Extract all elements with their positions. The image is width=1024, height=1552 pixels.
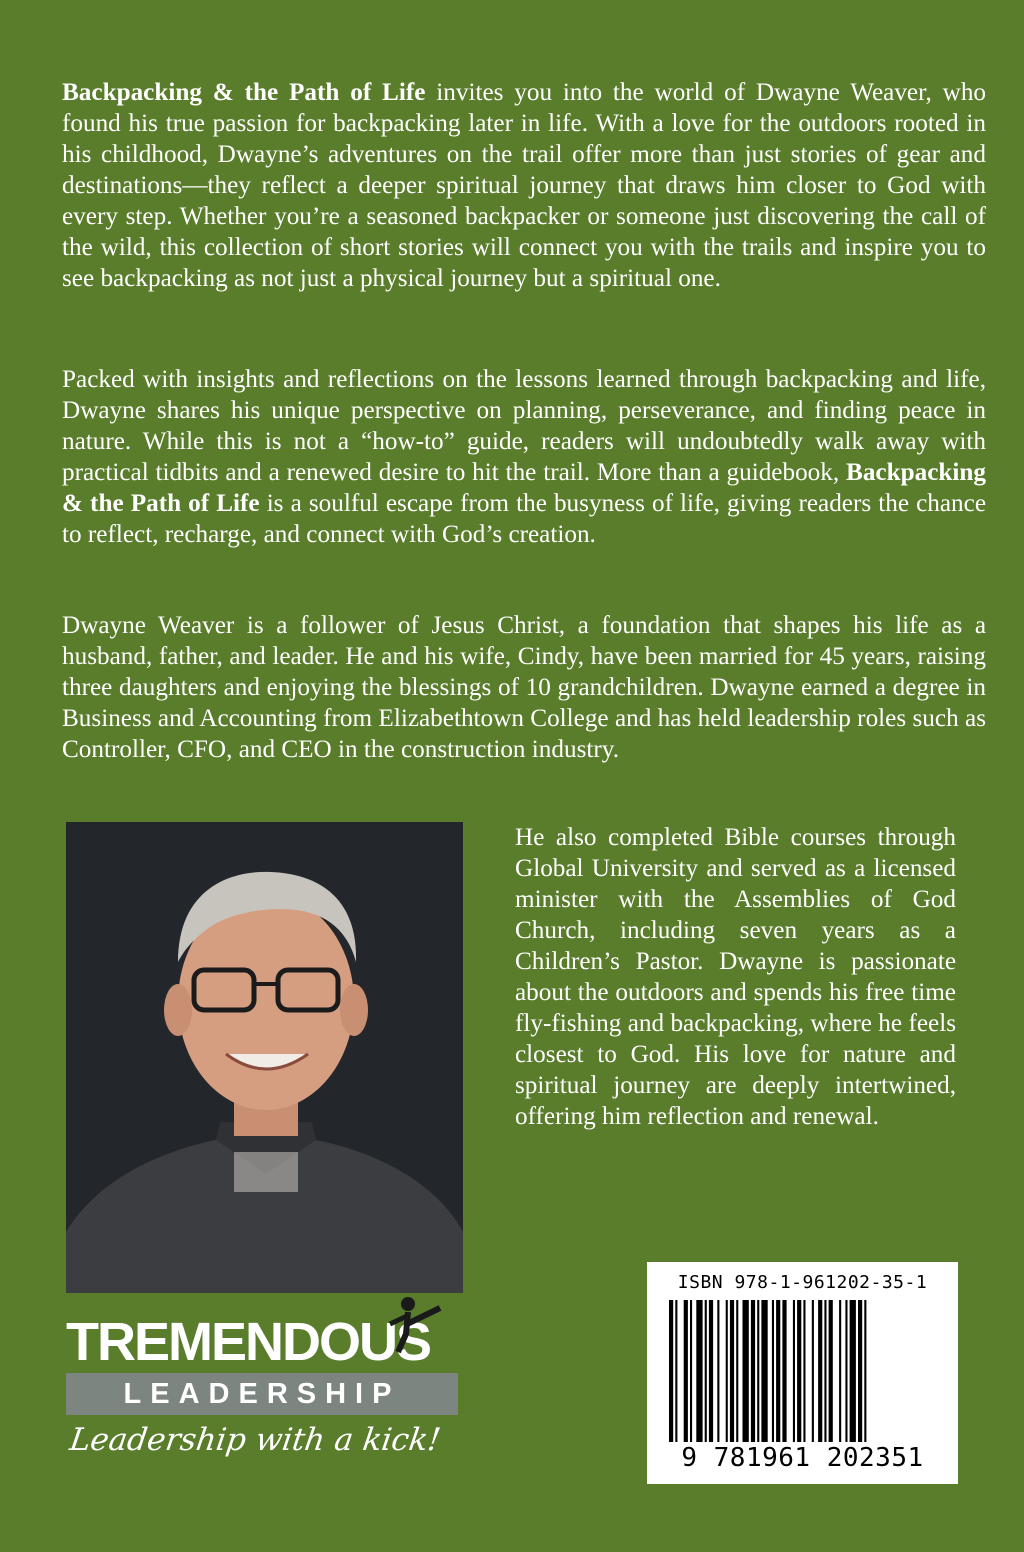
synopsis-paragraph-2 (62, 364, 986, 550)
book-title-bold-2: Backpacking & the Path of Life (62, 459, 986, 517)
logo-wordmark: TREMENDOUS (66, 1312, 431, 1372)
barcode-bars (669, 1300, 936, 1442)
isbn-label: ISBN 978-1-961202-35-1 (677, 1272, 928, 1293)
author-bio-paragraph-2: He also completed Bible courses through Global University and served as a licensed minister with the Assemblies of God Church, including seven years as a Children’s Pastor. Dwayne is passionate about the outdoors and spends his free time fly-fishing and backpacking, where he feels closest to God. His love for nature and spiritual journey are deeply intertwined, offering him reflection and renewal. (515, 824, 956, 1130)
logo-tagline: Leadership with a kick! (67, 1422, 443, 1458)
logo-sub-bar (66, 1373, 458, 1415)
book-title-bold: Backpacking & the Path of Life (62, 79, 426, 106)
isbn-barcode (647, 1262, 958, 1484)
isbn-digits: 9 781961 202351 (681, 1443, 924, 1473)
author-bio-paragraph-1: Dwayne Weaver is a follower of Jesus Christ, a foundation that shapes his life as a husband, father, and leader. He and his wife, Cindy, have been married for 45 years, raising three daughters and enjoying the blessings of 10 grandchildren. Dwayne earned a degree in Business and Accounting from Elizabethtown College and has held leadership roles such as Controller, CFO, and CEO in the construction industry. (62, 612, 986, 763)
synopsis-1-text: invites you into the world of Dwayne Weaver, who found his true passion for backpacking later in life. With a love for the outdoors rooted in his childhood, Dwayne’s adventures on the trail offer more than just stories of gear and destinations—they reflect a deeper spiritual journey that draws him closer to God with every step. Whether you’re a seasoned backpacker or someone just discovering the call of the wild, this collection of short stories will connect you with the trails and inspire you to see backpacking as not just a physical journey but a spiritual one. (62, 79, 987, 292)
logo-subtitle: LEADERSHIP (123, 1377, 401, 1410)
synopsis-paragraph-1 (62, 77, 986, 294)
publisher-logo (66, 1312, 466, 1482)
synopsis-2-text-a: Packed with insights and reflections on the lessons learned through backpacking and life, Dwayne shares his unique perspective on planning, perseverance, and finding peace in nature. While this is not a “how-to” guide, readers will undoubtedly walk away with practical tidbits and a renewed desire to hit the trail. More than a guidebook, (62, 366, 986, 486)
kicking-figure-icon (378, 1294, 448, 1354)
author-photo (66, 822, 463, 1293)
synopsis-2-text-b: is a soulful escape from the busyness of life, giving readers the chance to reflect, recharge, and connect with God’s creation. (62, 490, 986, 548)
